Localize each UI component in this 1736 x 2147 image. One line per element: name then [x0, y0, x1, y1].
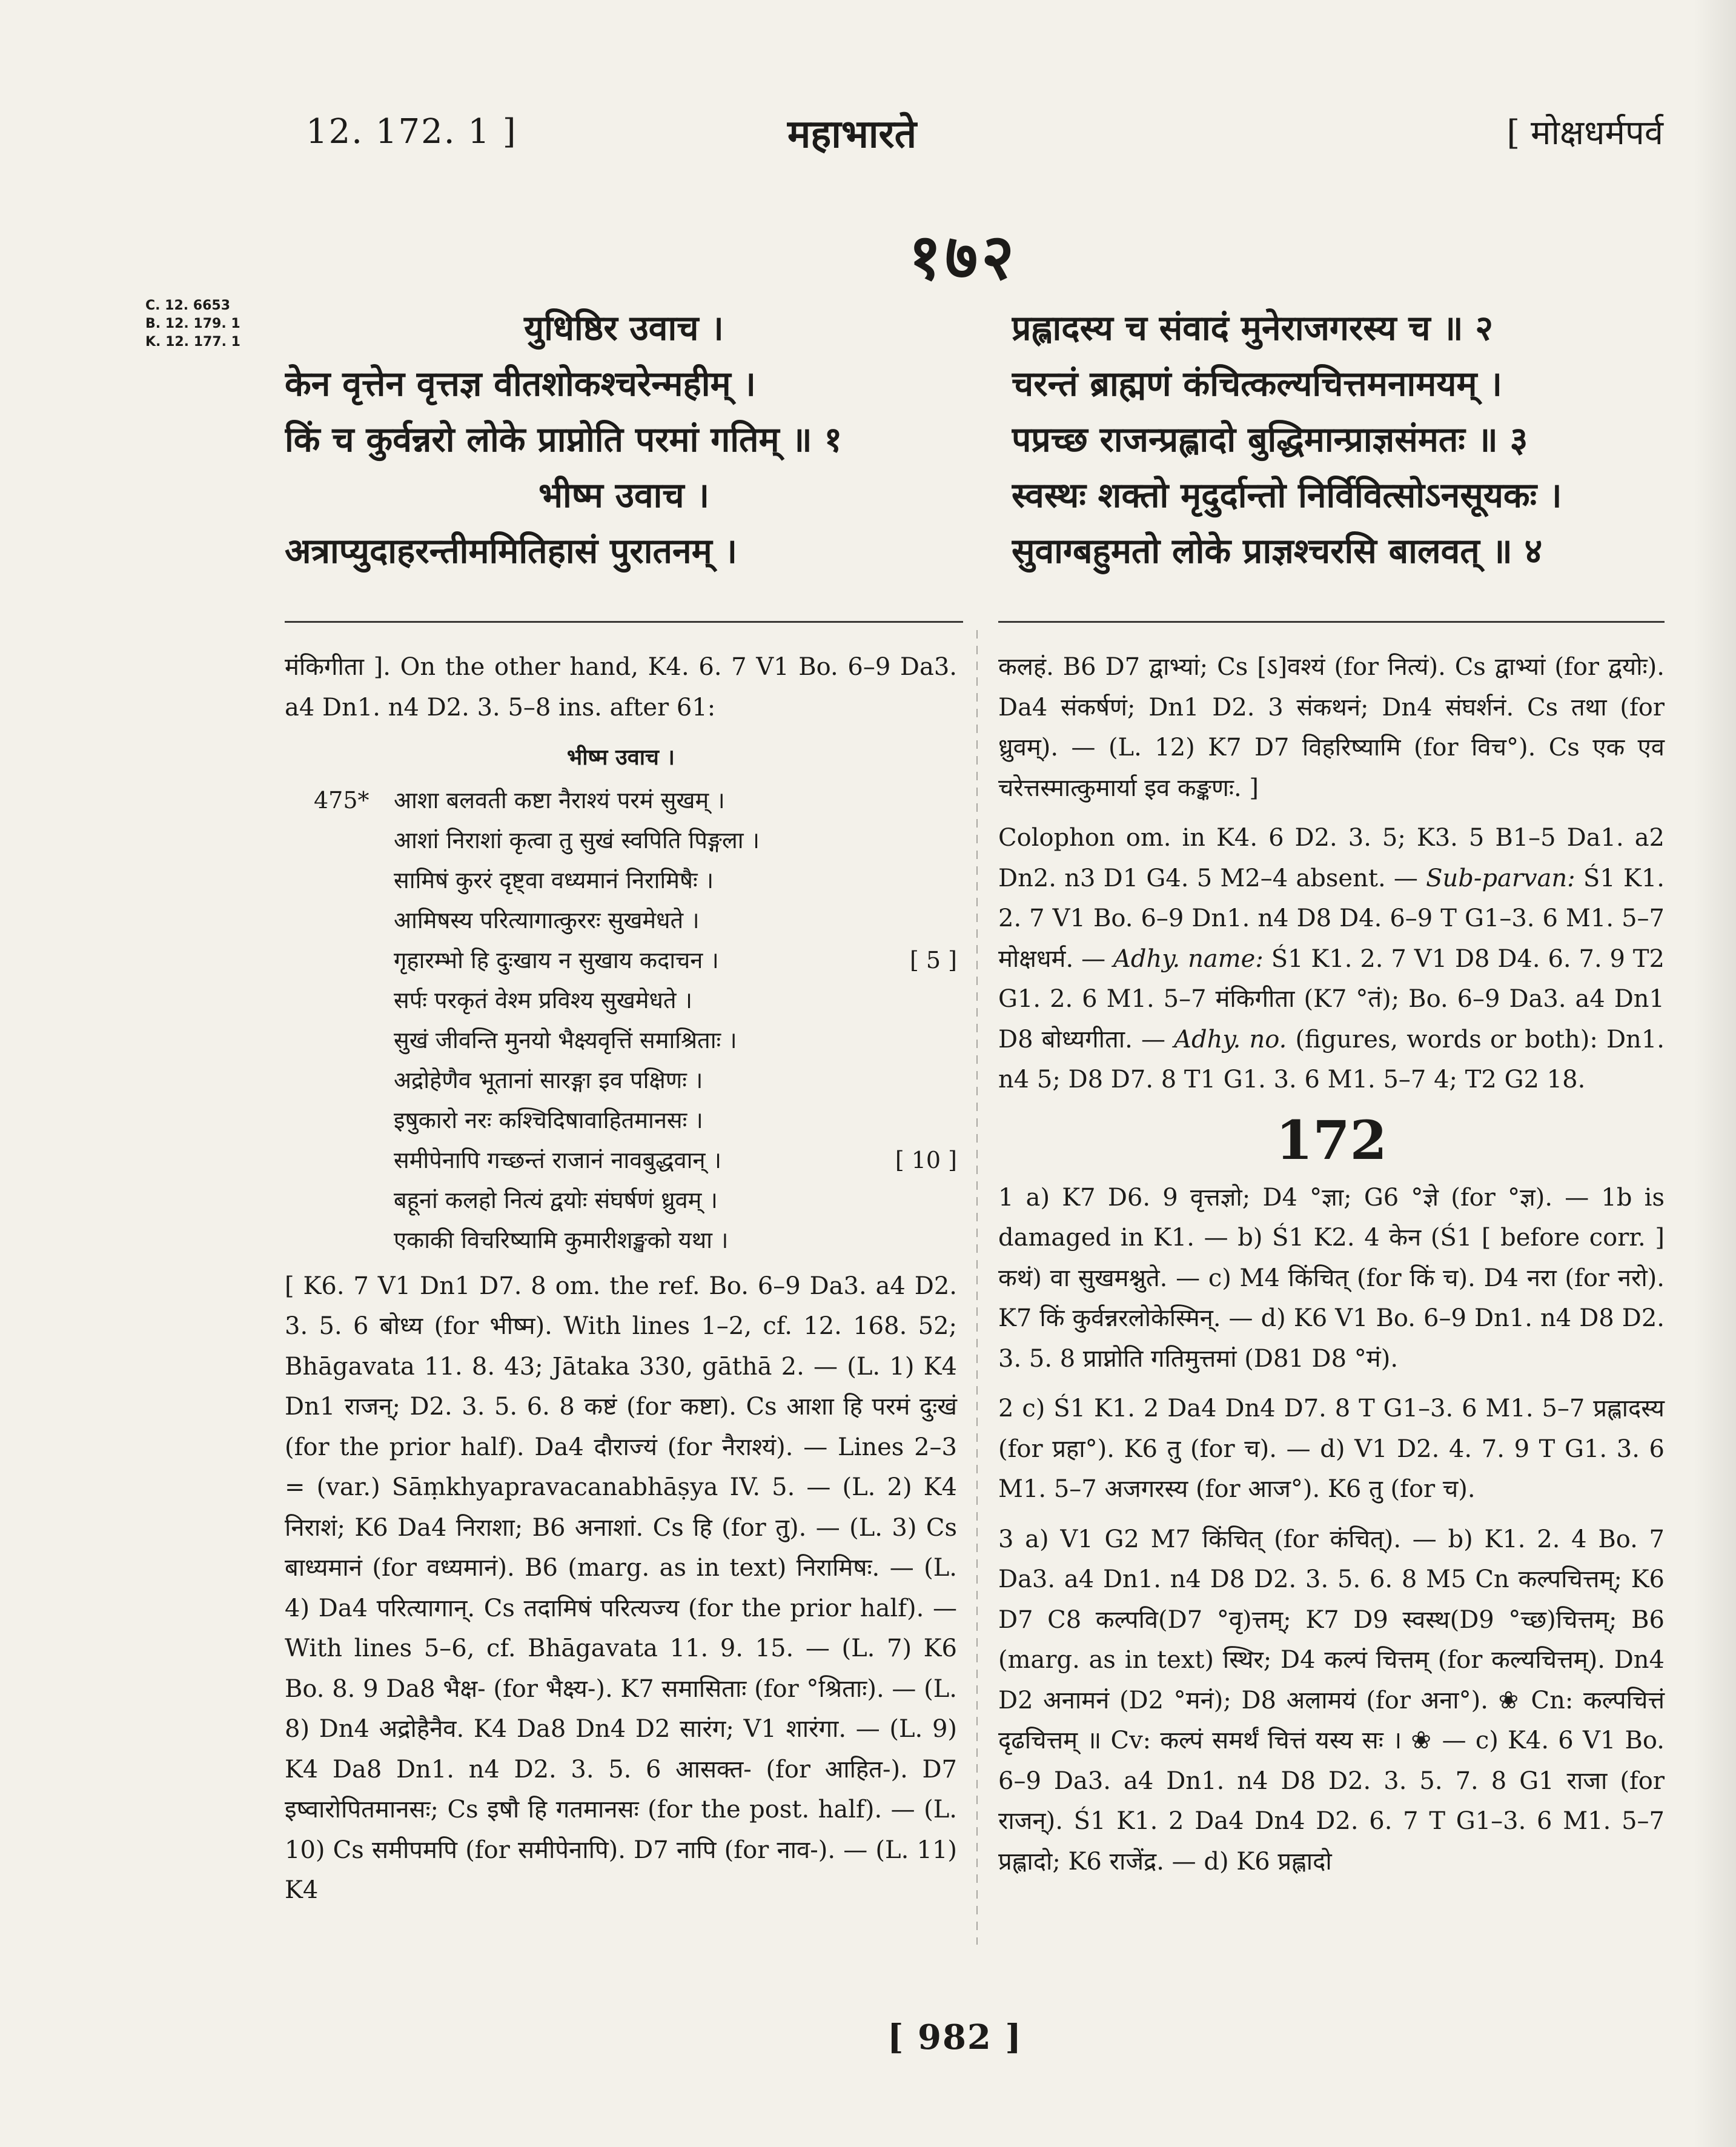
insertion-line — [285, 1020, 957, 1060]
insertion-line — [285, 780, 957, 820]
insertion-line-text: गृहारम्भो हि दुःखाय न सुखाय कदाचन । — [394, 946, 719, 974]
variant-note-verse-1: 1 a) K7 D6. 9 वृत्तज्ञो; D4 °ज्ञा; G6 °ज्ञे (for °ज्ञ). — 1b is damaged in K1. — b) Ś1 K2. 4 केन (Ś1 [ before corr. ] कथं) वा सुखमश्नुते. — c) M4 किंचित् (for किं च). D4 नरा (for नरो). K7 किं कुर्वन्नरलोकेस्मिन्. — d) K6 V1 Bo. 6–9 Dn1. n4 D8 D2. 3. 5. 8 प्राप्नोति गतिमुत्तमां (D81 D8 °मं). — [998, 1183, 1665, 1373]
concordance-kumbhakonam: K. 12. 177. 1 — [145, 334, 240, 350]
insertion-intro: मंकिगीता ]. On the other hand, K4. 6. 7 V1 Bo. 6–9 Da3. a4 Dn1. n4 D2. 3. 5–8 ins. after 61: — [285, 653, 957, 722]
insertion-line-text: आमिषस्य परित्यागात्कुररः सुखमेधते । — [394, 906, 700, 934]
adhyaya-name-text: Ś1 K1. 2. 7 V1 D8 D4. 6. 7. 9 T2 G1. 2. 6 M1. 5–7 मंकिगीता (K7 °तं); Bo. 6–9 Da3. a4 Dn1 D8 बोध्यगीता. — — [998, 944, 1665, 1054]
subparvan-label: Sub-parvan: — [1426, 864, 1575, 892]
verse-line: पप्रच्छ राजन्प्रह्लादो बुद्धिमान्प्राज्ञसंमतः ॥ ३ — [1012, 419, 1528, 460]
concordance-bombay: B. 12. 179. 1 — [145, 316, 240, 331]
insertion-line-text: आशां निराशां कृत्वा तु सुखं स्वपिति पिङ्गला । — [394, 826, 760, 854]
insertion-line-text: आशा बलवती कष्टा नैराश्यं परमं सुखम् । — [394, 786, 725, 814]
subparvan-text: Ś1 K1. 2. 7 V1 Bo. 6–9 Dn1. n4 D8 D4. 6–9 T G1–3. 6 M1. 5–7 मोक्षधर्म. — — [998, 864, 1665, 973]
colophon-text: Colophon om. in K4. 6 D2. 3. 5; K3. 5 B1–5 Da1. a2 Dn2. n3 D1 G4. 5 M2–4 absent. — — [998, 824, 1665, 892]
verse-line: किं च कुर्वन्नरो लोके प्राप्नोति परमां गतिम् ॥ १ — [285, 419, 843, 460]
text-apparatus-divider-left — [285, 621, 963, 623]
speaker-heading-bhishma: भीष्म उवाच । — [538, 475, 710, 516]
insertion-line-text: इषुकारो नरः कश्चिदिषावाहितमानसः । — [394, 1106, 703, 1133]
running-head-reference: 12. 172. 1 ] — [306, 112, 517, 151]
apparatus-column-left — [285, 647, 957, 1920]
insertion-line — [285, 1060, 957, 1100]
text-apparatus-divider-right — [998, 621, 1665, 623]
insertion-line — [285, 820, 957, 860]
column-divider — [976, 630, 978, 1945]
insertion-line-text: अद्रोहेणैव भूतानां सारङ्गा इव पक्षिणः । — [394, 1066, 703, 1093]
insertion-line — [285, 980, 957, 1020]
adhyaya-name-label: Adhy. name: — [1113, 944, 1264, 973]
insertion-passage-475 — [285, 737, 957, 1260]
verse-line: सुवाग्बहुमतो लोके प्राज्ञश्चरसि बालवत् ॥ ४ — [1012, 531, 1543, 571]
variant-notes-continued: कलहं. B6 D7 द्वाभ्यां; Cs [ऽ]वश्यं (for नित्यं). Cs द्वाभ्यां (for द्वयोः). Da4 संकर्षणं; Dn1 D2. 3 संकथनं; Dn4 संघर्शनं. Cs तथा (for ध्रुवम्). — (L. 12) K7 D7 विहरिष्यामि (for विच°). Cs एक एव चरेत्तस्मात्कुमार्या इव कङ्कणः. ] — [998, 653, 1665, 802]
insertion-line-text: एकाकी विचरिष्यामि कुमारीशङ्खको यथा । — [394, 1226, 729, 1253]
verse-line: चरन्तं ब्राह्मणं कंचित्कल्यचित्तमनामयम् । — [1012, 363, 1502, 404]
insertion-line — [285, 940, 957, 980]
insertion-line — [285, 860, 957, 900]
verse-column-left — [285, 303, 963, 582]
insertion-line — [285, 1180, 957, 1220]
insertion-line — [285, 1220, 957, 1260]
speaker-heading-yudhishthira: युधिष्ठिर उवाच । — [524, 308, 724, 348]
variant-note-verse-2: 2 c) Ś1 K1. 2 Da4 Dn4 D7. 8 T G1–3. 6 M1. 5–7 प्रह्लादस्य (for प्रहा°). K6 तु (for च). — d) V1 D2. 4. 7. 9 T G1. 3. 6 M1. 5–7 अजगरस्य (for आज°). K6 तु (for च). — [998, 1395, 1665, 1503]
verse-line: केन वृत्तेन वृत्तज्ञ वीतशोकश्चरेन्महीम् । — [285, 363, 757, 404]
concordance-references — [145, 297, 240, 351]
running-head — [0, 112, 1736, 173]
apparatus-column-right — [998, 647, 1665, 1891]
insertion-variant-notes: [ K6. 7 V1 Dn1 D7. 8 om. the ref. Bo. 6–9 Da3. a4 D2. 3. 5. 6 बोध्य (for भीष्म). With lines 1–2, cf. 12. 168. 52; Bhāgavata 11. 8. 43; Jātaka 330, gāthā 2. — (L. 1) K4 Dn1 राजन्; D2. 3. 5. 6. 8 कष्टं (for कष्टा). Cs आशा हि परमं दुःखं (for the prior half). Da4 दौराज्यं (for नैराश्यं). — Lines 2–3 = (var.) Sāṃkhyapravacanabhāṣya IV. 5. — (L. 2) K4 निराशं; K6 Da4 निराशा; B6 अनाशां. Cs हि (for तु). — (L. 3) Cs बाध्यमानं (for वध्यमानं). B6 (marg. as in text) निरामिषः. — (L. 4) Da4 परित्यागान्. Cs तदामिषं परित्यज्य (for the prior half). — With lines 5–6, cf. Bhāgavata 11. 9. 15. — (L. 7) K6 Bo. 8. 9 Da8 भैक्ष- (for भैक्ष्य-). K7 समासिताः (for °श्रिताः). — (L. 8) Dn4 अद्रोहैनैव. K4 Da8 Dn4 D2 सारंग; V1 शारंगा. — (L. 9) K4 Da8 Dn1. n4 D2. 3. 5. 6 आसक्त- (for आहित-). D7 इष्वारोपितमानसः; Cs इषौ हि गतमानसः (for the post. half). — (L. 10) Cs समीपमपि (for समीपेनापि). D7 नापि (for नाव-). — (L. 11) K4 — [285, 1272, 957, 1904]
insertion-number: 475* — [314, 786, 369, 814]
insertion-line-text: सामिषं कुररं दृष्ट्वा वध्यमानं निरामिषैः । — [394, 866, 714, 894]
colophon-notes — [998, 818, 1665, 1100]
adhyaya-number-text: (figures, words or both): Dn1. n4 5; D8 D7. 8 T1 G1. 3. 6 M1. 5–7 4; T2 G2 18. — [998, 1025, 1665, 1093]
insertion-line-text: सुखं जीवन्ति मुनयो भैक्ष्यवृत्तिं समाश्रिताः । — [394, 1026, 737, 1054]
verse-column-right — [1012, 303, 1666, 582]
insertion-line-text: सर्पः परकृतं वेश्म प्रविश्य सुखमेधते । — [394, 986, 693, 1014]
insertion-line — [285, 900, 957, 940]
concordance-calcutta: C. 12. 6653 — [145, 298, 231, 313]
insertion-line-text: समीपेनापि गच्छन्तं राजानं नावबुद्धवान् । — [394, 1146, 721, 1173]
variant-note-verse-3: 3 a) V1 G2 M7 किंचित् (for कंचित्). — b) K1. 2. 4 Bo. 7 Da3. a4 Dn1. n4 D8 D2. 3. 5. 6. 8 M5 Cn कल्पचित्तम्; K6 D7 C8 कल्पवि(D7 °वृ)त्तम्; K7 D9 स्वस्थ(D9 °च्छ)चित्तम्; B6 (marg. as in text) स्थिर; D4 कल्पं चित्तम् (for कल्यचित्तम्). Dn4 D2 अनामनं (D2 °मनं); D8 अलामयं (for अना°). ❀ Cn: कल्पचित्तं दृढचित्तम् ॥ Cv: कल्पं समर्थं चित्तं यस्य सः । ❀ — c) K4. 6 V1 Bo. 6–9 Da3. a4 Dn1. n4 D8 D2. 3. 5. 7. 8 G1 राजा (for राजन्). Ś1 K1. 2 Da4 Dn4 D2. 6. 7 T G1–3. 6 M1. 5–7 प्रह्लादो; K6 राजेंद्र. — d) K6 प्रह्लादो — [998, 1525, 1665, 1876]
verse-line: स्वस्थः शक्तो मृदुर्दान्तो निर्विवित्सोऽनसूयकः । — [1012, 475, 1562, 516]
adhyaya-number-devanagari: १७२ — [909, 219, 1018, 294]
insertion-line — [285, 1100, 957, 1140]
line-number-10: [ 10 ] — [895, 1146, 957, 1173]
insertion-speaker: भीष्म उवाच । — [566, 745, 675, 770]
line-number-5: [ 5 ] — [910, 946, 957, 974]
running-head-parvan: [ मोक्षधर्मपर्व — [1506, 113, 1663, 153]
verse-line: प्रह्लादस्य च संवादं मुनेराजगरस्य च ॥ २ — [1012, 308, 1494, 348]
insertion-line-text: बहूनां कलहो नित्यं द्वयोः संघर्षणं ध्रुवम् । — [394, 1186, 718, 1213]
page-edge-shadow — [1694, 0, 1736, 2147]
running-head-title: महाभारते — [787, 111, 917, 157]
adhyaya-heading-172: 172 — [1276, 1108, 1387, 1172]
adhyaya-number-label: Adhy. no. — [1174, 1025, 1287, 1054]
verse-line: अत्राप्युदाहरन्तीममितिहासं पुरातनम् । — [285, 531, 738, 571]
page-number: [ 982 ] — [887, 2017, 1022, 2057]
insertion-line — [285, 1140, 957, 1180]
